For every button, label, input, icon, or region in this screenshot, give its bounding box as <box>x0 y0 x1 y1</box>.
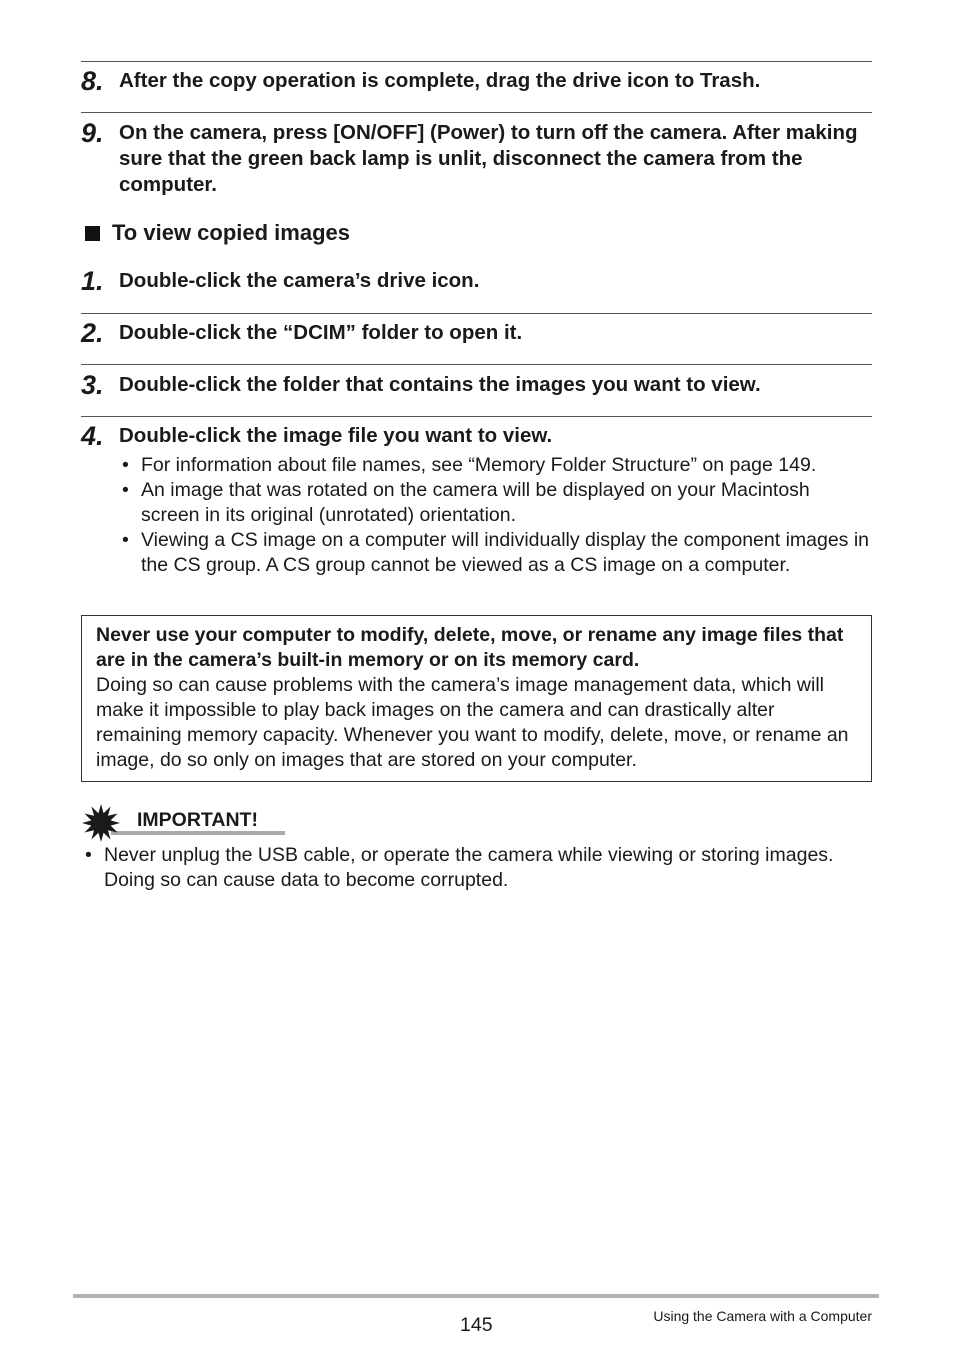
step-text: Double-click the “DCIM” folder to open it. <box>119 321 523 344</box>
footer-section-title: Using the Camera with a Computer <box>653 1308 872 1324</box>
divider-rule <box>81 313 872 314</box>
step-number: 1. <box>81 266 104 296</box>
step-text: Double-click the image file you want to view. <box>119 424 553 447</box>
divider-rule <box>81 416 872 417</box>
step-text: Double-click the camera’s drive icon. <box>119 269 480 292</box>
list-item: • For information about file names, see “Memory Folder Structure” on page 149. <box>121 453 871 478</box>
step-text: On the camera, press [ON/OFF] (Power) to turn off the camera. After making sure that the green back lamp is unlit, disconnect the camera from the computer. <box>119 121 858 196</box>
divider-rule <box>81 364 872 365</box>
caution-heading: Never use your computer to modify, delete, move, or rename any image files that are in the camera’s built-in memory or on its memory card. <box>96 624 844 671</box>
important-label: IMPORTANT! <box>137 809 258 831</box>
caution-body: Doing so can cause problems with the camera’s image management data, which will make it impossible to play back images on the camera and can drastically alter remaining memory capacity. Whenever you want to modify, delete, move, or rename an image, do so only on images that are stored on your computer. <box>96 674 849 771</box>
list-item: • An image that was rotated on the camera will be displayed on your Macintosh screen in its original (unrotated) orientation. <box>121 478 871 528</box>
list-item: • Viewing a CS image on a computer will individually display the component images in the CS group. A CS group cannot be viewed as a CS image on a computer. <box>121 528 871 578</box>
step-text: Double-click the folder that contains the images you want to view. <box>119 373 761 396</box>
divider-rule <box>81 112 872 113</box>
step-number: 8. <box>81 66 104 96</box>
section-heading <box>85 220 350 246</box>
important-callout <box>81 803 291 843</box>
starburst-icon <box>81 803 121 843</box>
step-number: 4. <box>81 421 104 451</box>
important-bullet-list <box>84 843 844 893</box>
step-number: 3. <box>81 370 104 400</box>
list-item: • Never unplug the USB cable, or operate the camera while viewing or storing images. Doing so can cause data to become corrupted. <box>84 843 844 893</box>
caution-content <box>96 623 861 773</box>
footer-rule <box>73 1294 879 1298</box>
section-heading-text: To view copied images <box>112 220 350 245</box>
caution-box <box>81 615 872 782</box>
step-4-bullet-list <box>121 453 871 578</box>
square-bullet-icon <box>85 226 100 241</box>
step-text: After the copy operation is complete, drag the drive icon to Trash. <box>119 69 761 92</box>
divider-rule <box>81 61 872 62</box>
step-number: 2. <box>81 318 104 348</box>
page-number: 145 <box>460 1314 493 1336</box>
step-number: 9. <box>81 118 104 148</box>
